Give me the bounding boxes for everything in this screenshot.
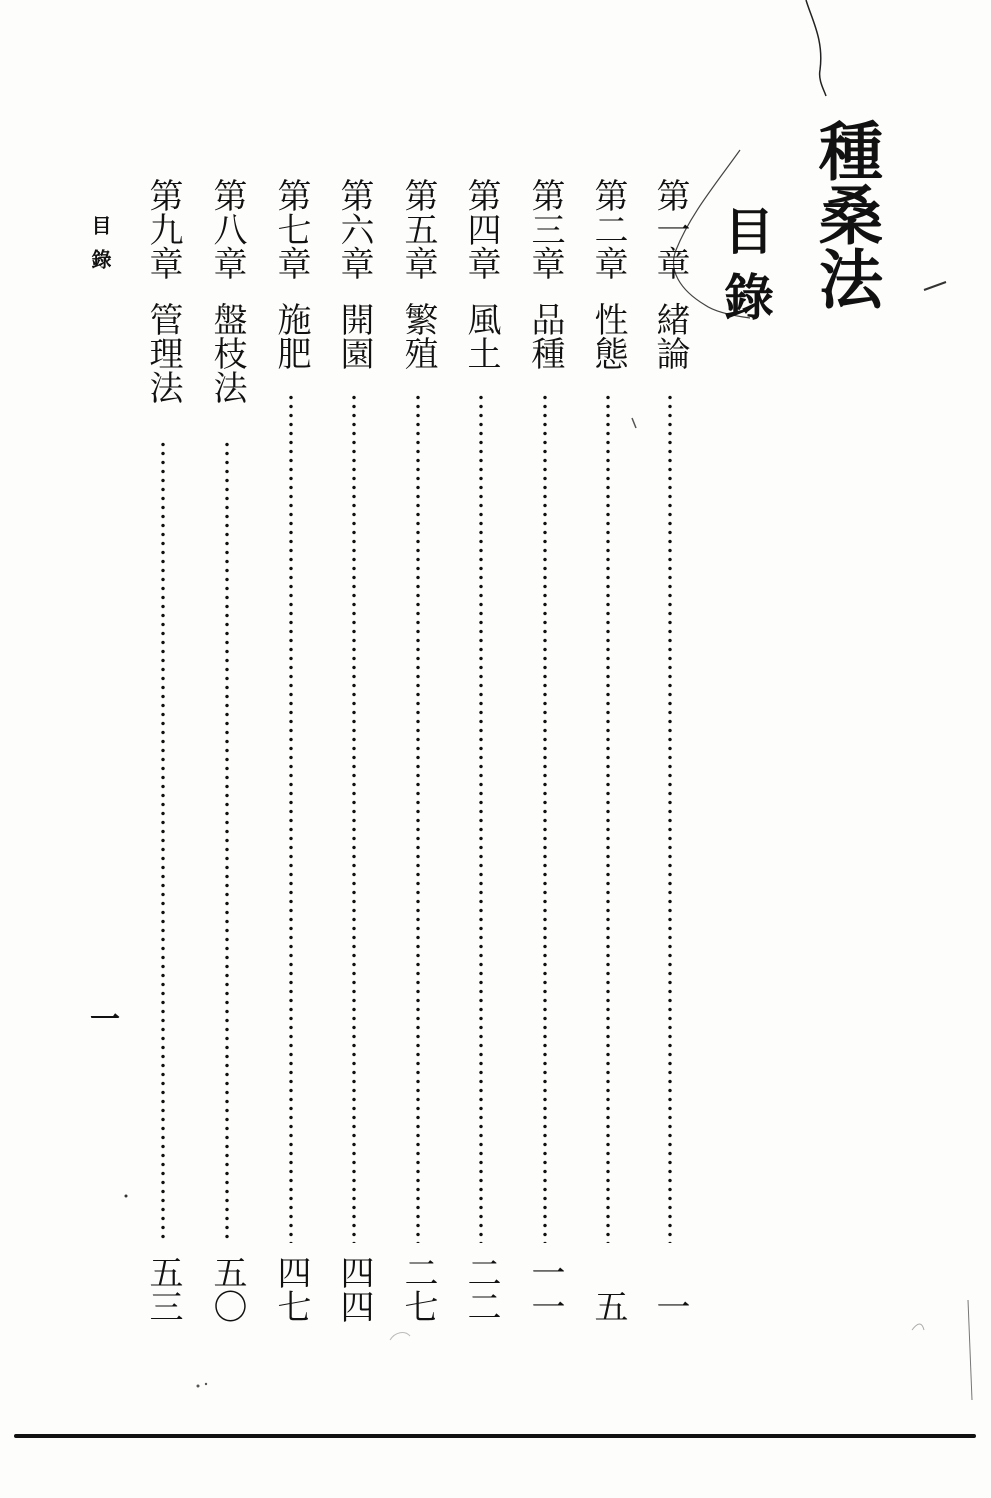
chapter-number: 第七章 (271, 178, 311, 280)
dot-leader (542, 393, 548, 1243)
chapter-page: 五〇 (207, 1255, 247, 1323)
chapter-page: 二二 (461, 1255, 501, 1323)
chapter-number: 第四章 (461, 178, 501, 280)
dot-leader (288, 393, 294, 1243)
dot-leader (478, 393, 484, 1243)
chapter-number: 第八章 (207, 178, 247, 280)
chapter-number: 第二章 (588, 178, 628, 280)
page-number: 一 (84, 1003, 119, 1033)
chapter-title: 風土 (461, 302, 501, 370)
chapter-page: 二七 (398, 1255, 438, 1323)
toc-entry (268, 178, 314, 1323)
dot-leader (667, 393, 673, 1243)
dot-leader (224, 440, 230, 1243)
chapter-title: 緒論 (650, 302, 690, 370)
chapter-page: 五 (588, 1289, 628, 1323)
dot-leader (351, 393, 357, 1243)
chapter-number: 第五章 (398, 178, 438, 280)
chapter-number: 第三章 (525, 178, 565, 280)
bottom-rule (14, 1434, 976, 1438)
chapter-title: 管理法 (143, 302, 183, 404)
book-title: 種桑法 (808, 118, 883, 310)
chapter-title: 繁殖 (398, 302, 438, 370)
chapter-page: 五三 (143, 1255, 183, 1323)
chapter-page: 四四 (334, 1255, 374, 1323)
chapter-number: 第六章 (334, 178, 374, 280)
chapter-title: 性態 (588, 302, 628, 370)
chapter-title: 開園 (334, 302, 374, 370)
toc-entry (647, 178, 693, 1323)
toc-entry (140, 178, 186, 1323)
chapter-title: 品種 (525, 302, 565, 370)
chapter-title: 施肥 (271, 302, 311, 370)
chapter-title: 盤枝法 (207, 302, 247, 404)
running-head: 目錄 (88, 215, 112, 283)
dot-leader (415, 393, 421, 1243)
toc-entry (458, 178, 504, 1323)
toc-entry (395, 178, 441, 1323)
dot-leader (160, 440, 166, 1243)
chapter-page: 四七 (271, 1255, 311, 1323)
dot-leader (605, 393, 611, 1243)
chapter-number: 第一章 (650, 178, 690, 280)
toc-entry (522, 178, 568, 1323)
chapter-page: 一一 (525, 1255, 565, 1323)
chapter-number: 第九章 (143, 178, 183, 280)
chapter-page: 一 (650, 1289, 690, 1323)
toc-entry (585, 178, 631, 1323)
toc-heading: 目錄 (716, 205, 775, 337)
toc-entry (204, 178, 250, 1323)
toc-entry (331, 178, 377, 1323)
